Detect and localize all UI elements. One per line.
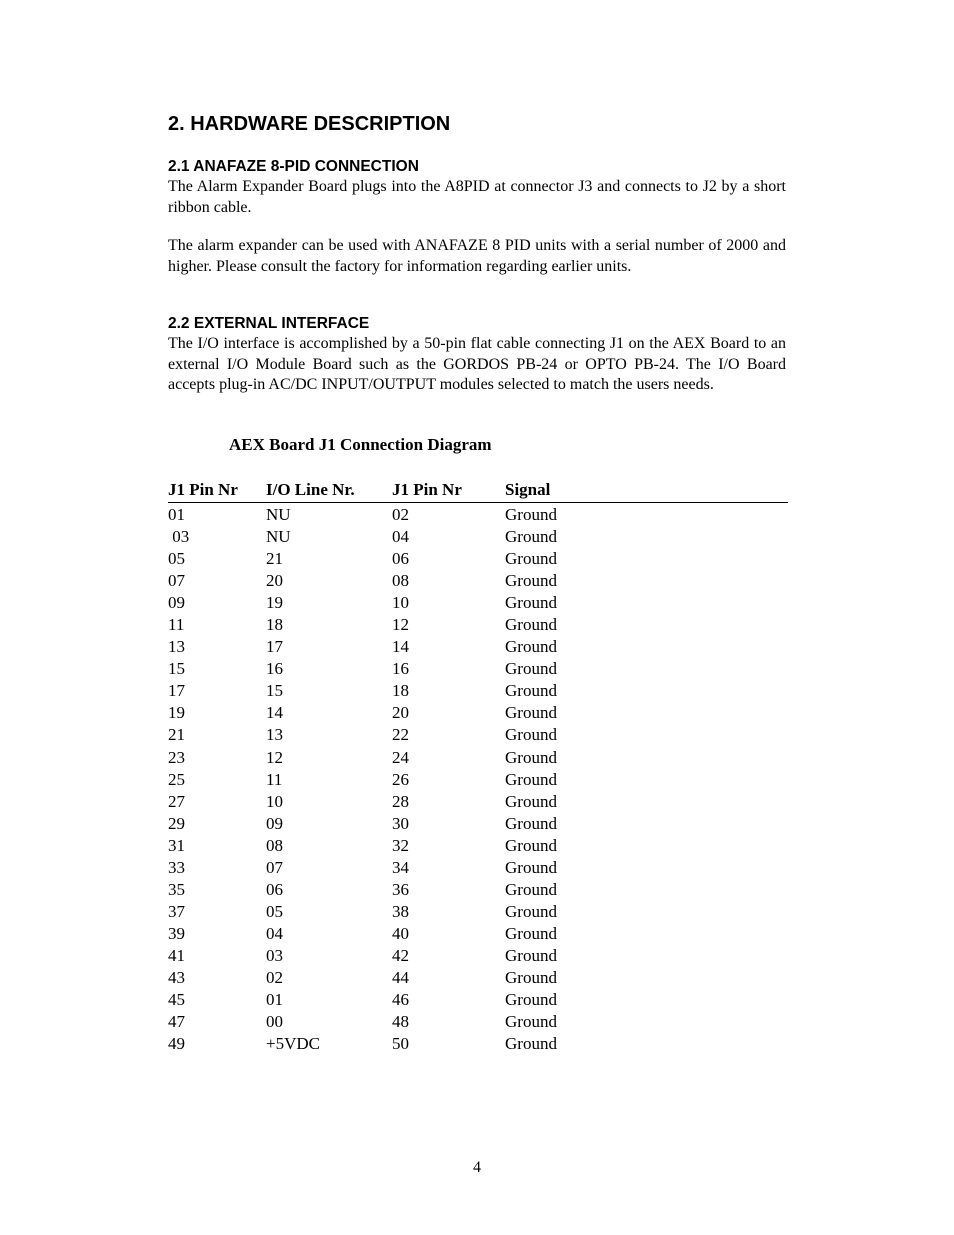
cell-signal: Ground [505, 813, 557, 833]
table-row [168, 967, 788, 989]
cell-j1-pin: 21 [168, 725, 185, 745]
cell-j1-pin: 31 [168, 835, 185, 855]
cell-signal: Ground [505, 593, 557, 613]
section2-paragraph-1: The I/O interface is accomplished by a 50-pin flat cable connecting J1 on the AEX Board to an external I/O Module Board such as the GORDOS PB-24 or OPTO PB-24. The I/O Board accepts plug-in AC/DC INPUT/OUTPUT modules selected to match the users needs. [168, 335, 786, 393]
table-row [168, 658, 788, 680]
cell-j1-pin: 37 [168, 901, 185, 921]
cell-j1-pin-2: 42 [392, 945, 409, 965]
diagram-title: AEX Board J1 Connection Diagram [229, 435, 492, 454]
cell-signal: Ground [505, 857, 557, 877]
page-number: 4 [473, 1159, 481, 1176]
table-row [168, 636, 788, 658]
cell-j1-pin-2: 16 [392, 659, 409, 679]
cell-signal: Ground [505, 967, 557, 987]
cell-io-line: 06 [266, 879, 283, 899]
cell-j1-pin: 43 [168, 967, 185, 987]
cell-j1-pin: 19 [168, 703, 185, 723]
table-row [168, 879, 788, 901]
cell-j1-pin-2: 06 [392, 549, 409, 569]
cell-j1-pin-2: 12 [392, 615, 409, 635]
cell-j1-pin-2: 04 [392, 527, 409, 547]
cell-signal: Ground [505, 769, 557, 789]
cell-j1-pin: 07 [168, 571, 185, 591]
cell-signal: Ground [505, 1034, 557, 1054]
table-row [168, 504, 788, 526]
cell-j1-pin: 03 [168, 527, 190, 547]
cell-signal: Ground [505, 505, 557, 524]
header-io-line: I/O Line Nr. [266, 480, 355, 499]
section-title-external-interface: 2.2 EXTERNAL INTERFACE [168, 315, 370, 332]
cell-j1-pin-2: 24 [392, 747, 409, 767]
connection-table [168, 479, 788, 1055]
cell-io-line: 00 [266, 1012, 283, 1032]
table-row [168, 1011, 788, 1033]
cell-j1-pin-2: 20 [392, 703, 409, 723]
cell-io-line: 16 [266, 659, 283, 679]
cell-signal: Ground [505, 747, 557, 767]
header-j1-pin: J1 Pin Nr [168, 480, 238, 499]
cell-j1-pin-2: 44 [392, 967, 409, 987]
table-row [168, 945, 788, 967]
cell-signal: Ground [505, 703, 557, 723]
cell-j1-pin: 47 [168, 1012, 185, 1032]
table-row [168, 901, 788, 923]
header-j1-pin-2: J1 Pin Nr [392, 480, 462, 499]
cell-j1-pin: 35 [168, 879, 185, 899]
cell-signal: Ground [505, 527, 557, 547]
section-title-anafaze: 2.1 ANAFAZE 8-PID CONNECTION [168, 158, 419, 175]
cell-io-line: 13 [266, 725, 283, 745]
table-row [168, 791, 788, 813]
table-row [168, 835, 788, 857]
cell-j1-pin-2: 36 [392, 879, 409, 899]
table-row [168, 813, 788, 835]
cell-signal: Ground [505, 637, 557, 657]
table-row [168, 989, 788, 1011]
cell-j1-pin: 25 [168, 769, 185, 789]
cell-io-line: 07 [266, 857, 283, 877]
cell-j1-pin-2: 26 [392, 769, 409, 789]
cell-io-line: 19 [266, 593, 283, 613]
cell-j1-pin: 29 [168, 813, 185, 833]
table-row [168, 923, 788, 945]
cell-j1-pin-2: 50 [392, 1034, 409, 1054]
cell-j1-pin-2: 34 [392, 857, 409, 877]
cell-io-line: 14 [266, 703, 283, 723]
cell-j1-pin-2: 48 [392, 1012, 409, 1032]
cell-signal: Ground [505, 725, 557, 745]
cell-io-line: 08 [266, 835, 283, 855]
cell-io-line: 04 [266, 923, 283, 943]
cell-signal: Ground [505, 681, 557, 701]
section1-paragraph-2: The alarm expander can be used with ANAFAZE 8 PID units with a serial number of 2000 and higher. Please consult the factory for information regarding earlier units. [168, 237, 786, 275]
table-body [168, 503, 788, 1055]
cell-io-line: 03 [266, 945, 283, 965]
cell-io-line: NU [266, 527, 291, 547]
page-heading: 2. HARDWARE DESCRIPTION [168, 113, 451, 135]
cell-j1-pin: 41 [168, 945, 185, 965]
cell-j1-pin-2: 46 [392, 990, 409, 1010]
header-signal: Signal [505, 480, 551, 499]
cell-j1-pin-2: 22 [392, 725, 409, 745]
cell-j1-pin-2: 28 [392, 791, 409, 811]
table-header [168, 479, 788, 503]
cell-signal: Ground [505, 549, 557, 569]
table-row [168, 769, 788, 791]
cell-signal: Ground [505, 901, 557, 921]
cell-io-line: 05 [266, 901, 283, 921]
cell-io-line: 18 [266, 615, 283, 635]
cell-io-line: 21 [266, 549, 283, 569]
table-row [168, 592, 788, 614]
cell-j1-pin: 11 [168, 615, 185, 635]
cell-j1-pin-2: 14 [392, 637, 409, 657]
cell-io-line: 09 [266, 813, 283, 833]
cell-j1-pin-2: 40 [392, 923, 409, 943]
table-row [168, 614, 788, 636]
cell-j1-pin-2: 10 [392, 593, 409, 613]
cell-io-line: 02 [266, 967, 283, 987]
cell-signal: Ground [505, 1012, 557, 1032]
cell-j1-pin-2: 32 [392, 835, 409, 855]
table-row [168, 857, 788, 879]
table-row [168, 702, 788, 724]
cell-io-line: 11 [266, 769, 283, 789]
cell-j1-pin: 17 [168, 681, 185, 701]
cell-io-line: 17 [266, 637, 283, 657]
cell-io-line: 12 [266, 747, 283, 767]
cell-signal: Ground [505, 923, 557, 943]
cell-signal: Ground [505, 571, 557, 591]
cell-j1-pin-2: 30 [392, 813, 409, 833]
cell-j1-pin: 09 [168, 593, 185, 613]
cell-j1-pin: 39 [168, 923, 185, 943]
cell-j1-pin: 13 [168, 637, 185, 657]
table-row [168, 526, 788, 548]
cell-signal: Ground [505, 990, 557, 1010]
cell-j1-pin-2: 02 [392, 505, 409, 524]
table-row [168, 1033, 788, 1055]
cell-j1-pin: 01 [168, 505, 185, 524]
cell-io-line: +5VDC [266, 1034, 320, 1054]
cell-signal: Ground [505, 945, 557, 965]
cell-j1-pin: 27 [168, 791, 185, 811]
cell-j1-pin: 49 [168, 1034, 185, 1054]
table-row [168, 724, 788, 746]
cell-signal: Ground [505, 835, 557, 855]
cell-j1-pin: 15 [168, 659, 185, 679]
table-row [168, 570, 788, 592]
cell-j1-pin: 23 [168, 747, 185, 767]
table-row [168, 747, 788, 769]
cell-j1-pin-2: 38 [392, 901, 409, 921]
table-row [168, 548, 788, 570]
cell-j1-pin: 45 [168, 990, 185, 1010]
cell-signal: Ground [505, 615, 557, 635]
cell-signal: Ground [505, 879, 557, 899]
cell-j1-pin: 05 [168, 549, 185, 569]
cell-io-line: 10 [266, 791, 283, 811]
cell-io-line: 20 [266, 571, 283, 591]
cell-signal: Ground [505, 659, 557, 679]
table-row [168, 680, 788, 702]
cell-j1-pin-2: 08 [392, 571, 409, 591]
cell-io-line: 01 [266, 990, 283, 1010]
cell-signal: Ground [505, 791, 557, 811]
cell-io-line: NU [266, 505, 291, 524]
cell-j1-pin-2: 18 [392, 681, 409, 701]
cell-io-line: 15 [266, 681, 283, 701]
section1-paragraph-1: The Alarm Expander Board plugs into the A8PID at connector J3 and connects to J2 by a short ribbon cable. [168, 178, 786, 216]
cell-j1-pin: 33 [168, 857, 185, 877]
